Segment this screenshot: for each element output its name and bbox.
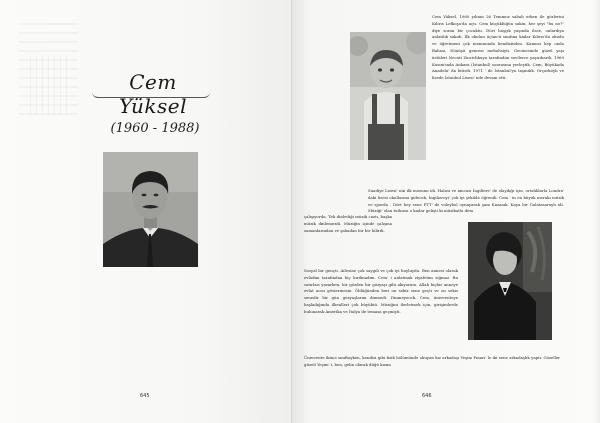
biography-paragraph: Sosyal bir gençti. Ailesine çok saygılı ve çok iyi huyluydu. Ben annesi olarak evladım tarafından hiç kırılmadım. Cem' i anlatmak ziyafetim sığmaz. Bu satırları yazarken, bir gözden bir gözyaşı gibi akıyorum. Allah hiçbir anneye evlat acısı göstermesin. Öldüğünden beri on sekiz sene geçti ve on sekiz senedir bir gün gözyaşlarım dinmedi. Dinmeyecek. Cem, üniversiteye başladığında ilkealleri çok büyüktü. Müziğini ilerletmek için, girişimlerde bulunarak Amerika ve İtalya ile temasa geçmişti. [304, 268, 458, 314]
biography-paragraph: Üniversite ikinci sınıftayken, kendisi gibi fizik bölümünde okuyan kız arkadaşı Yeşim Pınarı' le iki sene arkadaşlık yaptı. Gözeller güzeli Yeşim' i, ben, gelin olarak düğü kızım [304, 355, 560, 367]
left-page [0, 0, 292, 423]
page-title: Cem Yüksel [98, 70, 208, 118]
young-adult-photo [468, 222, 552, 340]
right-page [292, 0, 600, 423]
title-underline-flourish [92, 92, 210, 98]
biography-paragraph: Cem Yüksel, 1960 yılının 26 Temmuz sabah erken ile gözlerini Kıbrıs Lefkoşa'da açtı. Cem küçüklüğün sakin, her şeyi "bu ne?" diye soran bir çocuktu. Dört başçık yaşında ilsee, onlardıya anlatılık sakıdı. İlk okulun üçüncü sınıfına kadar Kıbrıs'da okudu ve öğretmeni çok memnunda kendisinden. Kamusi hep onda Babası, Dönüşü genresi mebahsiyti. Gecinesinde güzel yaşı üstüleri Necati Zincirlikuyu tarafından sevilerce yaşırıbardı. 1969 Kasım'ında Ankara (İstanbul) sonrasına yerleştik. Cem, Büyükada Anadolu' da bitirdi. 1971 ' de İstanbul'ya taşındık. Orçarköyli ve lisede İstanbul Lisesi' nde devam etti. [432, 14, 564, 81]
page-edge-shadow [594, 0, 600, 423]
childhood-photo [350, 32, 426, 160]
biography-paragraph: Suadiye Lisesi' nin ilk mezunu idi. Halası ve amcası İngiltere' de olaydığı için, ortalıklarla Londra' daki lisesi okullarına gidecek, İngilizceyi' çok iyi şekilde öğrendi. Cem ' in en büyük merakı müzik ve sporda . Dört hey sene PTT' de voleybol oynayarak şam Kazanık. Kaya bir Galatasaraylı idi. Müziği' olan tutkusu o kadar gelişti ki müzikatla dem [368, 188, 564, 214]
page-number: 646 [422, 393, 432, 399]
bleed-through-text [30, 55, 70, 115]
page-number: 645 [140, 393, 150, 399]
life-years: (1960 - 1988) [110, 121, 200, 136]
biography-paragraph: çalışıyordu. Tek dinlediği müzik caztı, başka müzik dinlemezdi. Müziğin içinde çalışma zamanlarından ve şahadan bir bir bilirdi. [304, 214, 392, 233]
portrait-photo [103, 152, 198, 267]
